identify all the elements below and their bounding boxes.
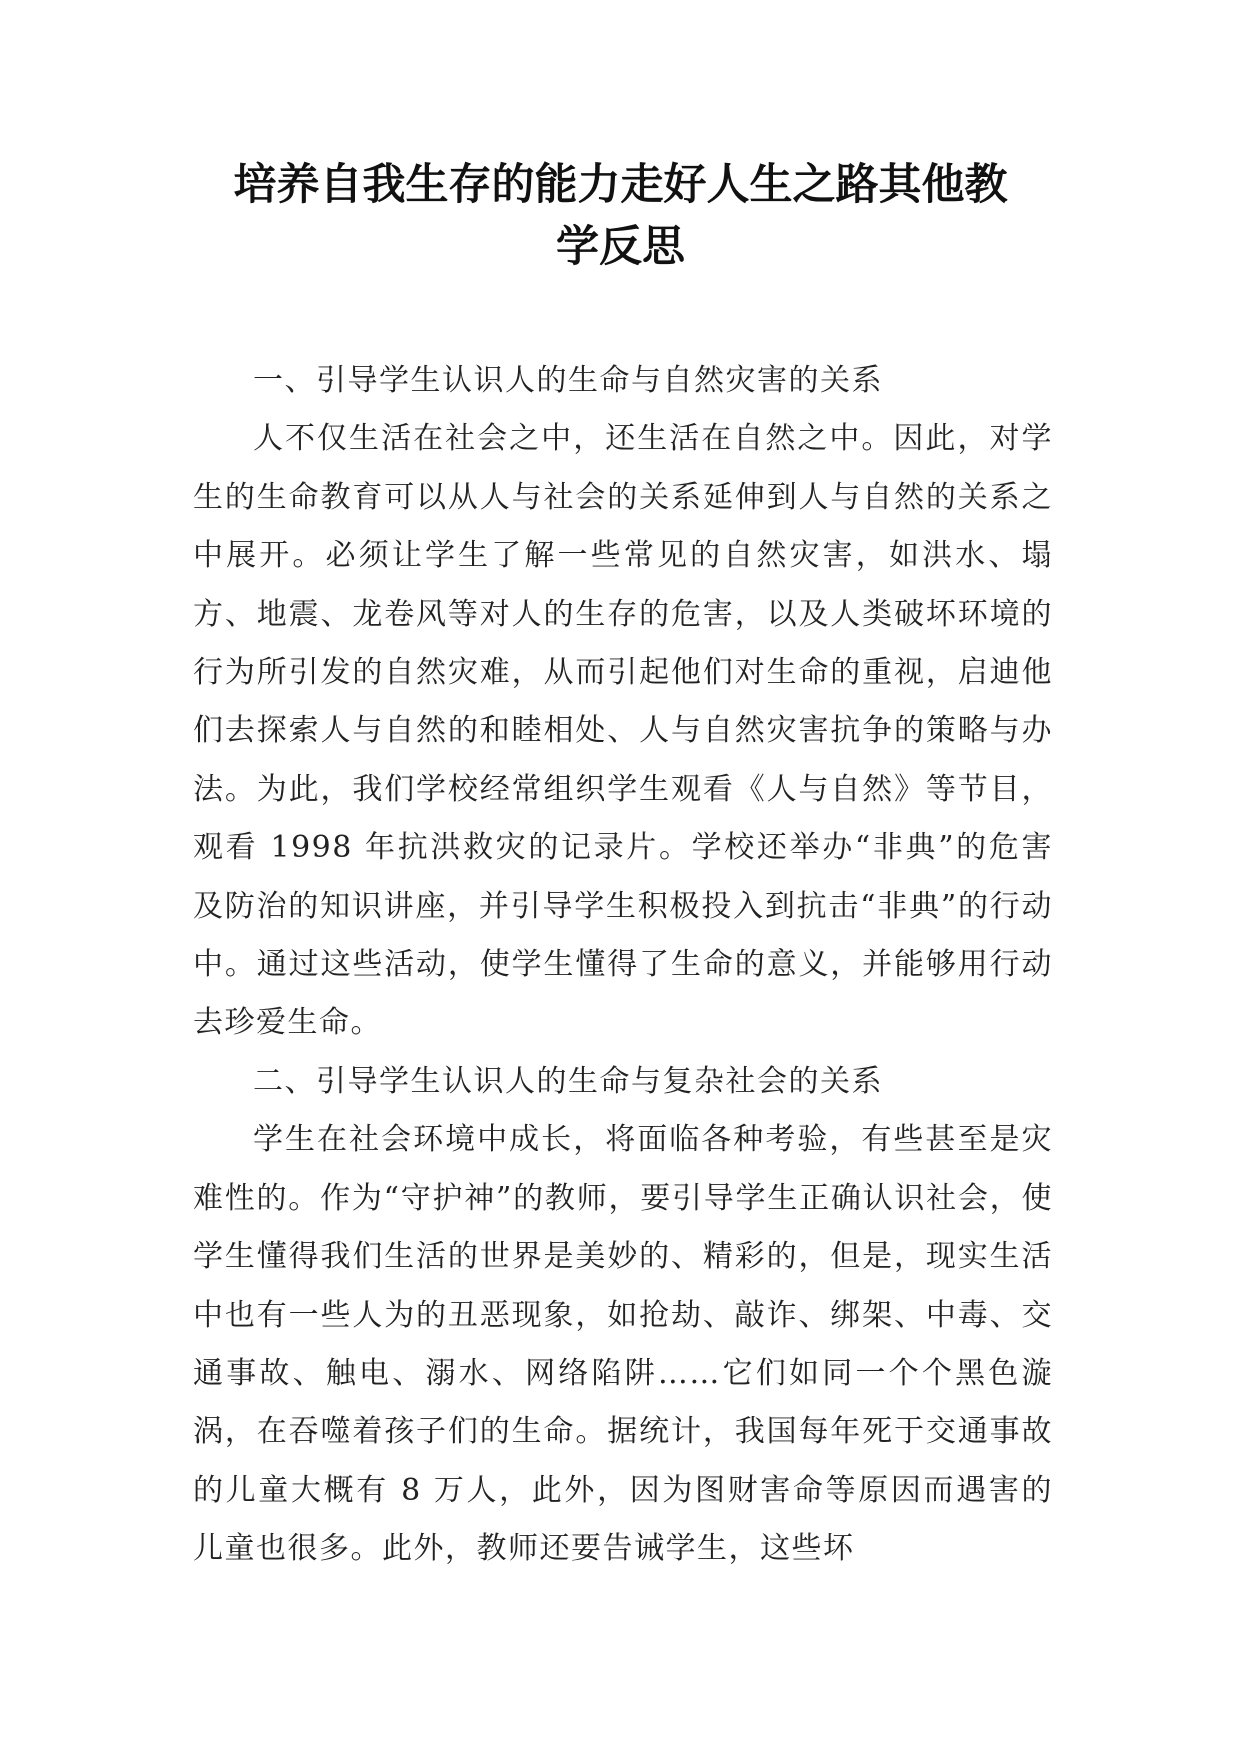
document-body	[193, 352, 1053, 1579]
section-heading-1: 一、引导学生认识人的生命与自然灾害的关系	[253, 363, 883, 398]
paragraph-2: 学生在社会环境中成长，将面临各种考验，有些甚至是灾难性的。作为“守护神”的教师，要引导学生正确认识社会，使学生懂得我们生活的世界是美妙的、精彩的，但是，现实生活中也有一些人为的丑恶现象，如抢劫、敲诈、绑架、中毒、交通事故、触电、溺水、网络陷阱……它们如同一个个黑色漩涡，在吞噬着孩子们的生命。据统计，我国每年死于交通事故的儿童大概有 8 万人，此外，因为图财害命等原因而遇害的儿童也很多。此外，教师还要告诫学生，这些坏	[193, 1122, 1053, 1567]
section-heading-2: 二、引导学生认识人的生命与复杂社会的关系	[253, 1063, 883, 1099]
paragraph-1: 人不仅生活在社会之中，还生活在自然之中。因此，对学生的生命教育可以从人与社会的关系延伸到人与自然的关系之中展开。必须让学生了解一些常见的自然灾害，如洪水、塌方、地震、龙卷风等对人的生存的危害，以及人类破坏环境的行为所引发的自然灾难，从而引起他们对生命的重视，启迪他们去探索人与自然的和睦相处、人与自然灾害抗争的策略与办法。为此，我们学校经常组织学生观看《人与自然》等节目，观看 1998 年抗洪救灾的记录片。学校还举办“非典”的危害及防治的知识讲座，并引导学生积极投入到抗击“非典”的行动中。通过这些活动，使学生懂得了生命的意义，并能够用行动去珍爱生命。	[193, 421, 1053, 1041]
document-title-line-1: 培养自我生存的能力走好人生之路其他教	[233, 160, 1008, 210]
document-title-line-2: 学反思	[556, 222, 685, 272]
